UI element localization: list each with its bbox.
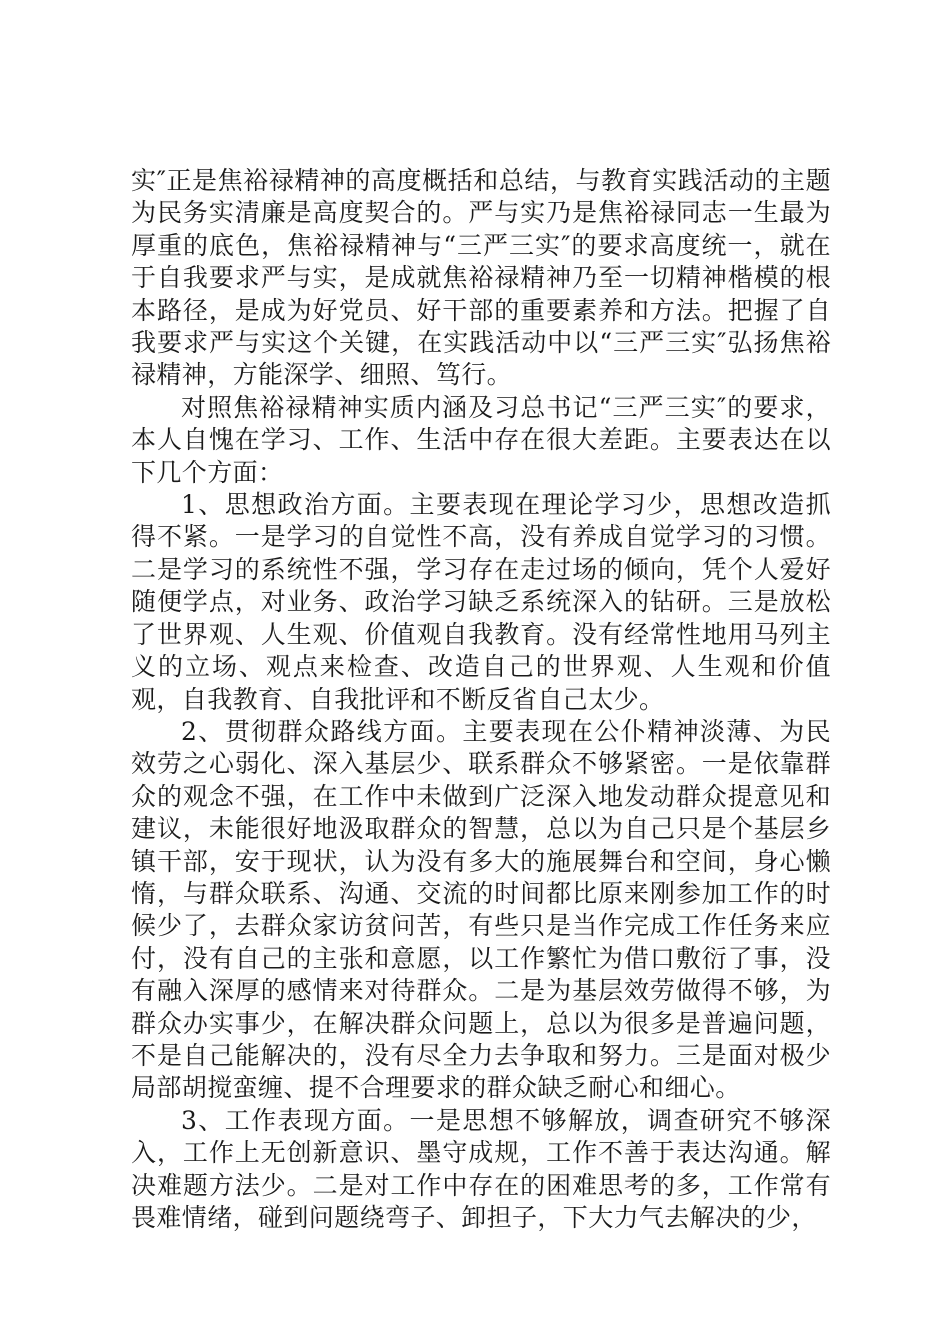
- paragraph-comparison-intro: 对照焦裕禄精神实质内涵及习总书记“三严三实″的要求，本人自愧在学习、工作、生活中存在很大差距。主要表达在以下几个方面：: [131, 392, 831, 487]
- paragraph-ideology-politics: 1、思想政治方面。主要表现在理论学习少，思想改造抓得不紧。一是学习的自觉性不高，没有养成自觉学习的习惯。二是学习的系统性不强，学习存在走过场的倾向，凭个人爱好随便学点，对业务、政治学习缺乏系统深入的钻研。三是放松了世界观、人生观、价值观自我教育。没有经常性地用马列主义的立场、观点来检查、改造自己的世界观、人生观和价值观，自我教育、自我批评和不断反省自己太少。: [131, 490, 831, 714]
- paragraph-work-performance: 3、工作表现方面。一是思想不够解放，调查研究不够深入，工作上无创新意识、墨守成规，工作不善于表达沟通。解决难题方法少。二是对工作中存在的困难思考的多，工作常有畏难情绪，碰到问题绕弯子、卸担子，下大力气去解决的少，: [131, 1105, 831, 1232]
- document-page: [131, 165, 831, 1234]
- paragraph-continuation: 实″正是焦裕禄精神的高度概括和总结，与教育实践活动的主题为民务实清廉是高度契合的。严与实乃是焦裕禄同志一生最为厚重的底色，焦裕禄精神与“三严三实″的要求高度统一，就在于自我要求严与实，是成就焦裕禄精神乃至一切精神楷模的根本路径，是成为好党员、好干部的重要素养和方法。把握了自我要求严与实这个关键，在实践活动中以“三严三实″弘扬焦裕禄精神，方能深学、细照、笃行。: [131, 166, 831, 390]
- paragraph-mass-line: 2、贯彻群众路线方面。主要表现在公仆精神淡薄、为民效劳之心弱化、深入基层少、联系群众不够紧密。一是依靠群众的观念不强，在工作中未做到广泛深入地发动群众提意见和建议，未能很好地汲取群众的智慧，总以为自己只是个基层乡镇干部，安于现状，认为没有多大的施展舞台和空间，身心懒惰，与群众联系、沟通、交流的时间都比原来刚参加工作的时候少了，去群众家访贫问苦，有些只是当作完成工作任务来应付，没有自己的主张和意愿，以工作繁忙为借口敷衍了事，没有融入深厚的感情来对待群众。二是为基层效劳做得不够，为群众办实事少，在解决群众问题上，总以为很多是普遍问题，不是自己能解决的，没有尽全力去争取和努力。三是面对极少局部胡搅蛮缠、提不合理要求的群众缺乏耐心和细心。: [131, 716, 831, 1103]
